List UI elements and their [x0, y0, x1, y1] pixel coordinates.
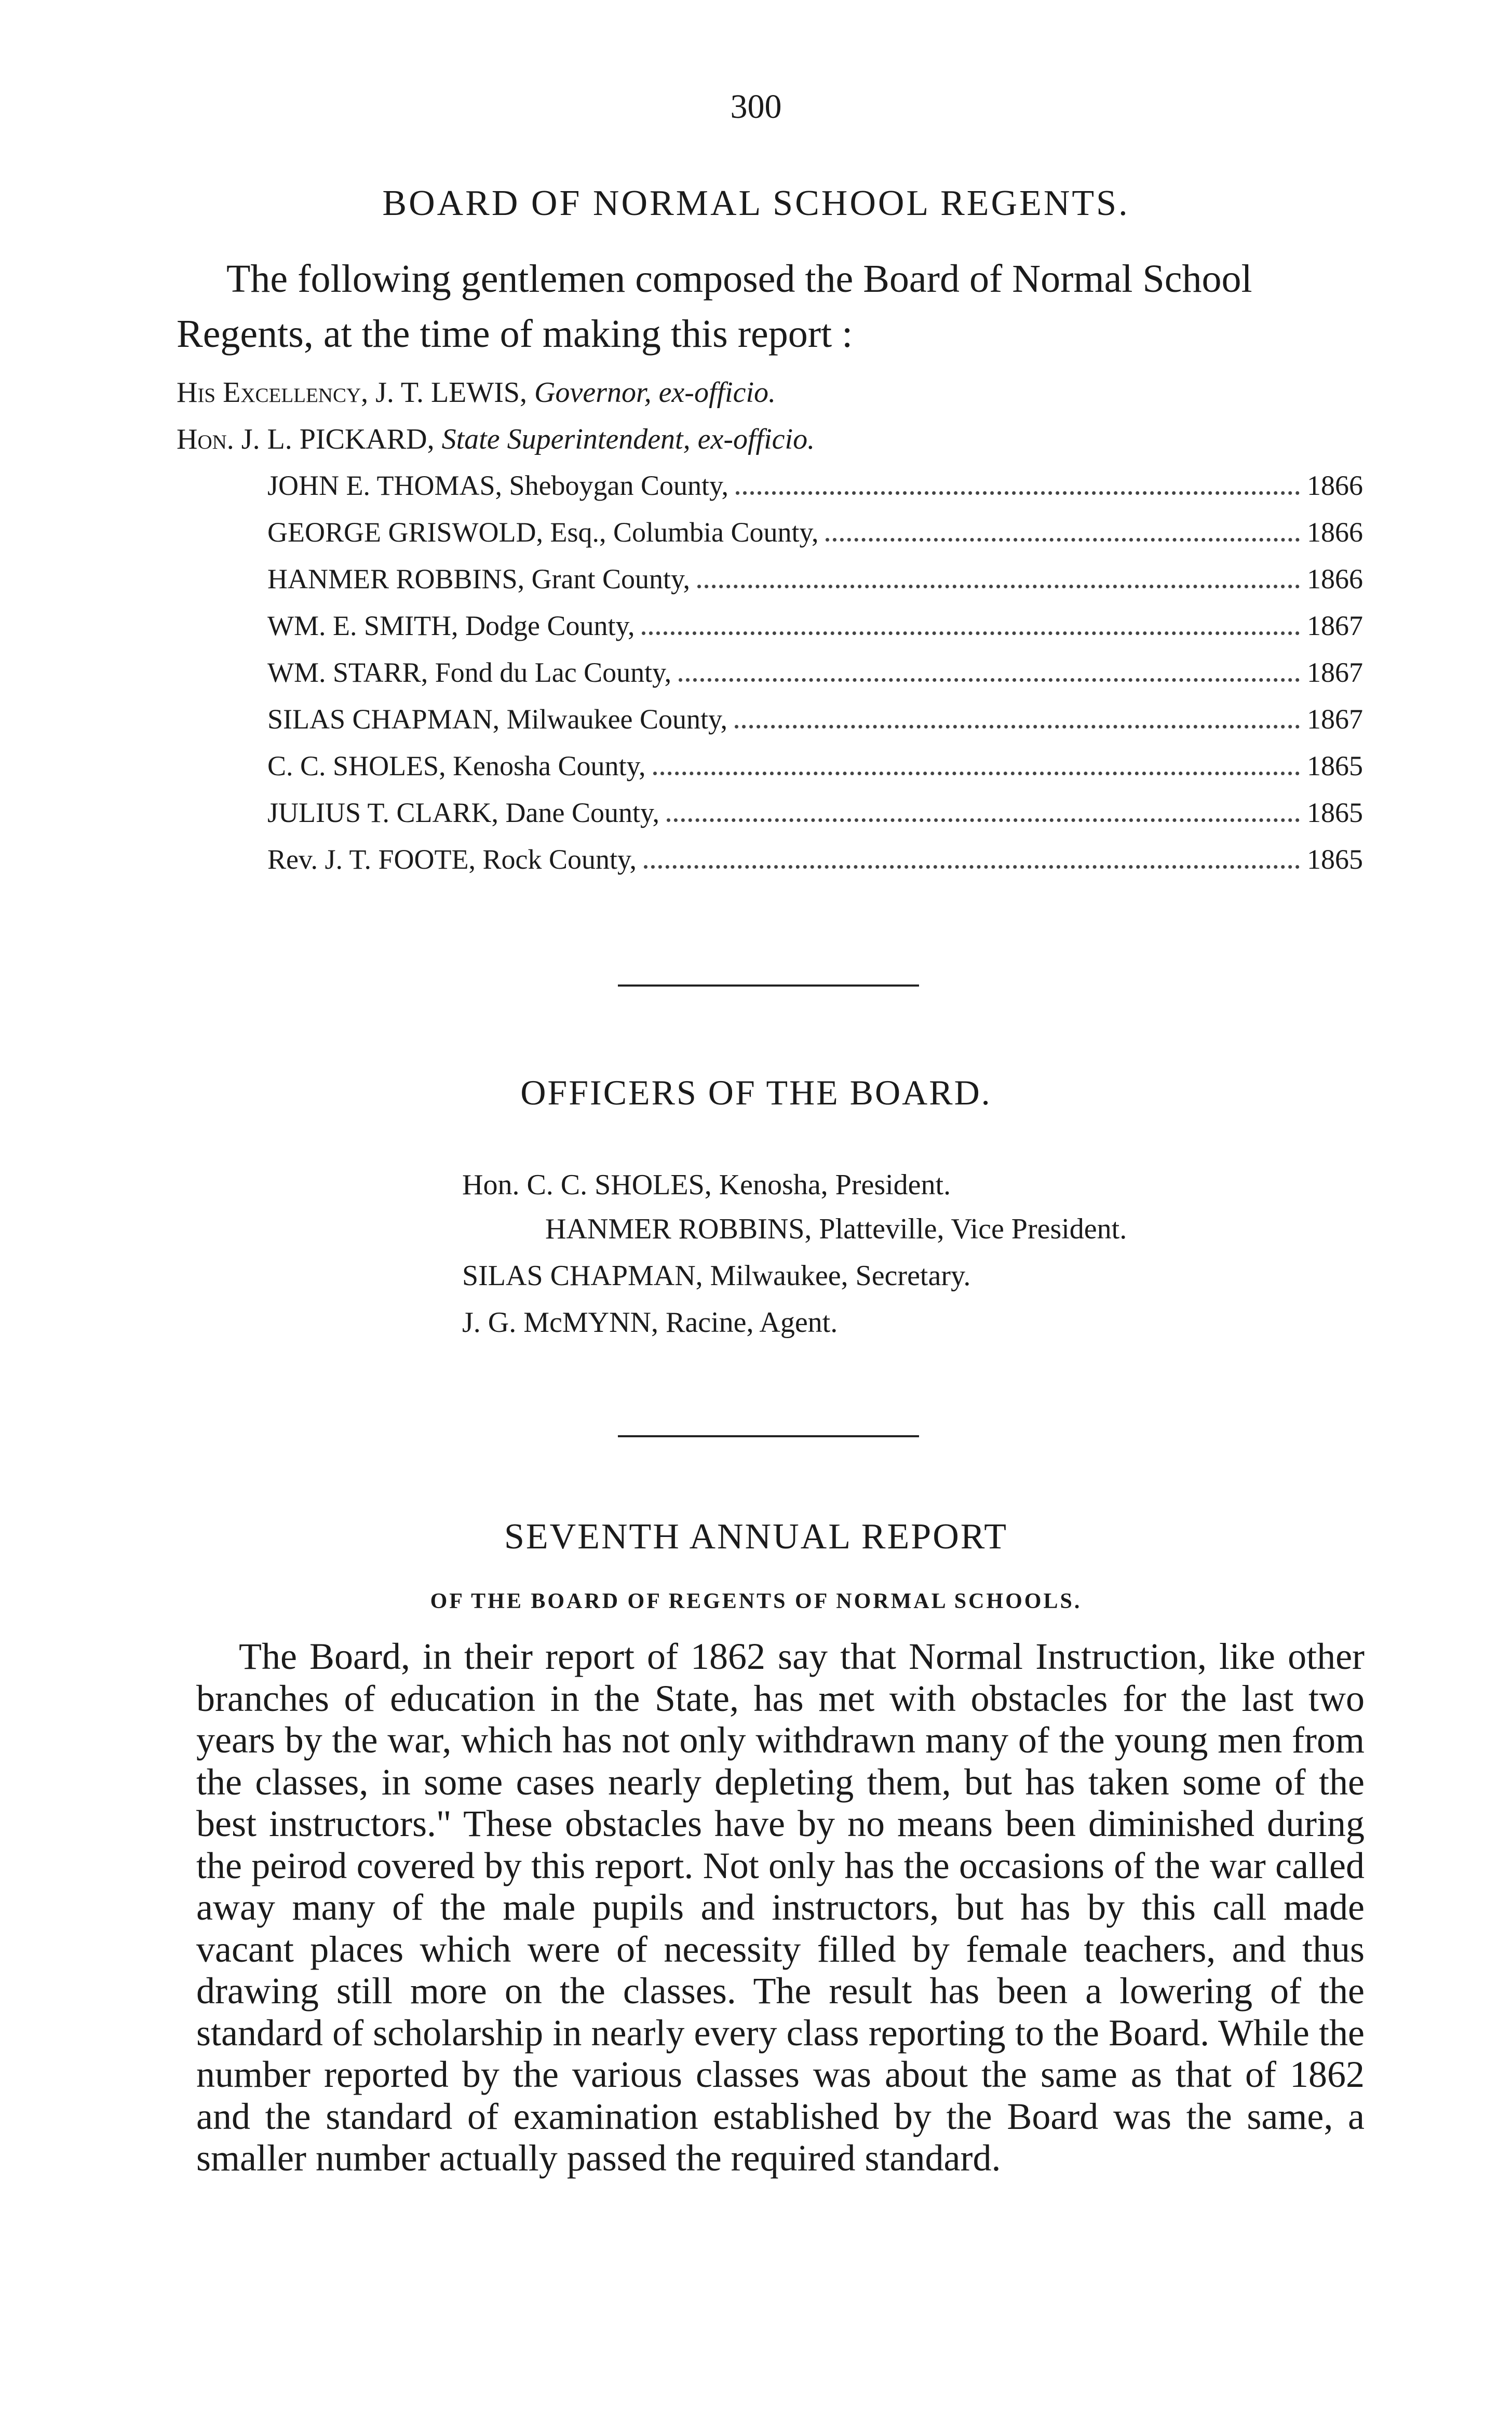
section-divider	[618, 1435, 919, 1437]
ex-officio-prefix: Hon.	[177, 423, 234, 455]
leader-dots	[736, 491, 1300, 495]
regent-row	[267, 469, 1363, 502]
regent-term-year: 1867	[1307, 657, 1363, 688]
officer-president: Hon. C. C. SHOLES, Kenosha, President.	[462, 1169, 951, 1201]
ex-officio-governor	[177, 376, 776, 409]
regent-name: JOHN E. THOMAS, Sheboygan County,	[267, 470, 729, 501]
ex-officio-role: State Superintendent, ex-officio.	[441, 423, 815, 455]
report-subtitle: OF THE BOARD OF REGENTS OF NORMAL SCHOOLS.	[430, 1589, 1082, 1613]
regent-name: Rev. J. T. FOOTE, Rock County,	[267, 844, 637, 875]
officers-title: OFFICERS OF THE BOARD.	[520, 1073, 992, 1112]
regent-name: C. C. SHOLES, Kenosha County,	[267, 750, 646, 781]
regent-term-year: 1865	[1307, 797, 1363, 828]
officer-agent: J. G. McMYNN, Racine, Agent.	[462, 1306, 838, 1339]
page-number: 300	[730, 88, 782, 126]
ex-officio-role: Governor, ex-officio.	[534, 376, 776, 409]
leader-dots	[642, 631, 1300, 635]
ex-officio-name: J. T. LEWIS,	[375, 376, 528, 409]
intro-line-1: The following gentlemen composed the Board of Normal School	[226, 257, 1252, 301]
leader-dots	[679, 678, 1300, 682]
regent-row	[267, 656, 1363, 689]
regent-term-year: 1867	[1307, 704, 1363, 735]
regent-term-year: 1866	[1307, 470, 1363, 501]
ex-officio-prefix: His Excellency,	[177, 376, 369, 409]
regent-name: JULIUS T. CLARK, Dane County,	[267, 797, 659, 828]
officer-vice-president: HANMER ROBBINS, Platteville, Vice President.	[545, 1213, 1127, 1245]
ex-officio-name: J. L. PICKARD,	[241, 423, 435, 455]
report-title: SEVENTH ANNUAL REPORT	[504, 1517, 1008, 1557]
regent-term-year: 1866	[1307, 517, 1363, 548]
regent-name: WM. E. SMITH, Dodge County,	[267, 610, 635, 641]
leader-dots	[697, 584, 1300, 588]
regent-row	[267, 703, 1363, 736]
regent-row	[267, 563, 1363, 596]
regent-row	[267, 843, 1363, 876]
regent-name: SILAS CHAPMAN, Milwaukee County,	[267, 704, 728, 735]
leader-dots	[826, 537, 1300, 542]
regent-row	[267, 797, 1363, 829]
regent-name: GEORGE GRISWOLD, Esq., Columbia County,	[267, 517, 819, 548]
leader-dots	[667, 818, 1300, 822]
officer-secretary: SILAS CHAPMAN, Milwaukee, Secretary.	[462, 1260, 971, 1292]
regent-name: WM. STARR, Fond du Lac County,	[267, 657, 672, 688]
regent-row	[267, 750, 1363, 783]
regent-term-year: 1865	[1307, 844, 1363, 875]
regent-term-year: 1866	[1307, 563, 1363, 595]
regent-name: HANMER ROBBINS, Grant County,	[267, 563, 691, 595]
report-paragraph: The Board, in their report of 1862 say that Normal Instruction, like other branches of education in the State, has met with obstacles for the last two years by the war, which has not only withdrawn many of the young men from the classes, in some cases nearly depleting them, but has taken some of the best instructors." These obstacles have by no means been diminished during the peirod covered by this report. Not only has the occasions of the war called away many of the male pupils and instructors, but has by this call made vacant places which were of necessity filled by female teachers, and thus drawing still more on the classes. The result has been a lowering of the standard of scholarship in nearly every class reporting to the Board. While the number reported by the various classes was about the same as that of 1862 and the standard of examination established by the Board was the same, a smaller number actually passed the required standard.	[196, 1636, 1365, 2179]
ex-officio-superintendent	[177, 423, 815, 456]
regent-term-year: 1865	[1307, 750, 1363, 781]
regent-row	[267, 516, 1363, 549]
intro-line-2: Regents, at the time of making this report :	[177, 312, 853, 356]
board-title: BOARD OF NORMAL SCHOOL REGENTS.	[382, 183, 1130, 223]
section-divider	[618, 984, 919, 987]
regent-row	[267, 610, 1363, 642]
leader-dots	[644, 865, 1300, 869]
leader-dots	[653, 771, 1300, 775]
leader-dots	[735, 724, 1300, 729]
regent-term-year: 1867	[1307, 610, 1363, 641]
